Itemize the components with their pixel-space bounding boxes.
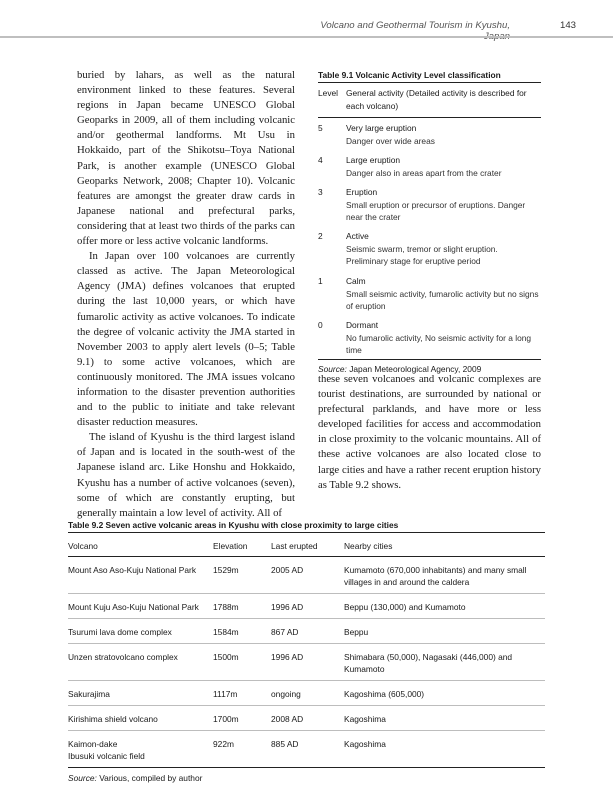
table-9-2 <box>68 518 545 785</box>
activity-label: Very large eruption <box>346 123 417 133</box>
activity-label: Dormant <box>346 320 379 330</box>
source-label: Source: <box>318 364 347 374</box>
volcano-cell <box>68 738 213 762</box>
last-erupted-cell: 2008 AD <box>271 714 304 724</box>
column-header-nearby-cities: Nearby cities <box>344 541 393 551</box>
volcano-cell: Mount Kuju Aso-Kuju National Park <box>68 602 199 612</box>
table-row <box>68 619 545 643</box>
activity-detail: Small seismic activity, fumarolic activity but no signs of eruption <box>346 288 539 311</box>
body-paragraph: In Japan over 100 volcanoes are currently classed as active. The Japan Meteorological Agency (JMA) defines volcanoes that erupted during the last 10,000 years, or which have fumarolic activity as active volcanoes. To indicate the degree of volcanic activity the JMA started in November 2003 to apply alert levels (0–5; Table 9.1) to some active volcanoes, which are continuously monitored. The JMA issues volcano information to the disaster prevention authorities and to the public to initiate and take relevant disaster reduction measures. <box>77 250 295 429</box>
elevation-cell: 922m <box>213 739 234 749</box>
volcano-cell: Kirishima shield volcano <box>68 714 158 724</box>
volcano-cell: Sakurajima <box>68 689 110 699</box>
column-header-elevation: Elevation <box>213 541 248 551</box>
table-row <box>318 118 541 150</box>
activity-label: Eruption <box>346 187 378 197</box>
volcano-cell: Mount Aso Aso-Kuju National Park <box>68 565 197 575</box>
table-9-2-title: Table 9.2 Seven active volcanic areas in Kyushu with close proximity to large cities <box>68 520 399 530</box>
elevation-cell: 1788m <box>213 602 239 612</box>
activity-label: Active <box>346 231 369 241</box>
nearby-cities-cell: Beppu <box>344 627 369 637</box>
activity-cell <box>346 319 541 359</box>
elevation-cell: 1700m <box>213 714 239 724</box>
activity-cell <box>346 275 541 315</box>
last-erupted-cell: 1996 AD <box>271 602 304 612</box>
column-header-volcano: Volcano <box>68 541 98 551</box>
last-erupted-cell: 885 AD <box>271 739 299 749</box>
table-9-1 <box>318 68 541 376</box>
activity-cell <box>346 154 541 182</box>
activity-label: Large eruption <box>346 155 401 165</box>
elevation-cell: 1584m <box>213 627 239 637</box>
table-row <box>68 731 545 767</box>
table-9-1-title: Table 9.1 Volcanic Activity Level classification <box>318 70 501 80</box>
column-header-activity: General activity (Detailed activity is described for each volcano) <box>346 88 527 111</box>
activity-detail: Danger also in areas apart from the crater <box>346 167 502 178</box>
body-paragraph: buried by lahars, as well as the natural environment linked to these features. Several regions in Japan became UNESCO Global Geoparks in 2009, all of them including volcanic and/or geothermal landforms. Mt Usu in Hokkaido, part of the Shikotsu–Toya National Park, is another example (UNESCO Global Geoparks Network, 2008; Chapter 10). Volcanic features are amongst the greater draw cards in Japanese national and prefectural parks, considering that at least two thirds of the parks can offer more or less active volcanic landforms. <box>77 69 295 248</box>
activity-detail: Small eruption or precursor of eruptions. Danger near the crater <box>346 199 526 222</box>
last-erupted-cell: 2005 AD <box>271 565 304 575</box>
elevation-cell: 1500m <box>213 652 239 662</box>
column-header-level: Level <box>318 88 339 98</box>
level-value: 3 <box>318 187 323 197</box>
table-9-2-header-row <box>68 533 545 556</box>
activity-label: Calm <box>346 276 366 286</box>
right-column-text <box>318 372 541 493</box>
activity-cell <box>346 186 541 226</box>
nearby-cities-cell: Kagoshima (605,000) <box>344 689 425 699</box>
level-value: 4 <box>318 155 323 165</box>
table-row <box>318 271 541 315</box>
volcano-name: Kaimon-dake <box>68 739 118 749</box>
activity-detail: Danger over wide areas <box>346 135 435 146</box>
elevation-cell: 1529m <box>213 565 239 575</box>
nearby-cities-cell: Shimabara (50,000), Nagasaki (446,000) and Kumamoto <box>344 652 513 674</box>
table-row <box>68 706 545 730</box>
source-text: Various, compiled by author <box>96 773 203 783</box>
body-paragraph: The island of Kyushu is the third largest island of Japan and is located in the south-west of the Japanese island arc. Like Honshu and Hokkaido, Kyushu has a number of active volcanoes (seven), some of which are constantly erupting, but generally maintain a low level of activity. All of <box>77 431 295 519</box>
table-row <box>68 594 545 618</box>
table-row <box>318 315 541 359</box>
table-9-1-header-row <box>318 83 541 117</box>
volcano-cell: Unzen stratovolcano complex <box>68 652 178 662</box>
table-9-2-source <box>68 768 545 785</box>
nearby-cities-cell: Kagoshima <box>344 739 386 749</box>
left-column-text <box>77 68 295 521</box>
table-row <box>68 681 545 705</box>
nearby-cities-cell: Kagoshima <box>344 714 386 724</box>
elevation-cell: 1117m <box>213 689 238 699</box>
page-number: 143 <box>560 20 577 31</box>
level-value: 2 <box>318 231 323 241</box>
activity-cell <box>346 122 541 150</box>
table-row <box>318 150 541 182</box>
source-text: Japan Meteorological Agency, 2009 <box>346 364 482 374</box>
last-erupted-cell: ongoing <box>271 689 301 699</box>
level-value: 1 <box>318 276 323 286</box>
activity-detail: Seismic swarm, tremor or slight eruption. Preliminary stage for eruptive period <box>346 243 498 266</box>
header-rule <box>0 36 613 38</box>
running-head-title: Volcano and Geothermal Tourism in Kyushu, <box>320 20 510 31</box>
level-value: 5 <box>318 123 323 133</box>
body-paragraph: these seven volcanoes and volcanic complexes are tourist destinations, are surrounded by national or prefectural parklands, and have more or less developed facilities for access and accommodation in close proximity to the volcanic mountains. All of these active volcanoes are also located close to large cities and have a rather recent eruption history as Table 9.2 shows. <box>318 373 541 491</box>
nearby-cities-cell: Kumamoto (670,000 inhabitants) and many small villages in and around the caldera <box>344 565 527 587</box>
table-row <box>68 644 545 680</box>
activity-detail: No fumarolic activity, No seismic activity for a long time <box>346 332 532 355</box>
column-header-last-erupted: Last erupted <box>271 541 318 551</box>
source-label: Source: <box>68 773 97 783</box>
table-row <box>318 226 541 271</box>
level-value: 0 <box>318 320 323 330</box>
volcano-cell: Tsurumi lava dome complex <box>68 627 172 637</box>
volcano-name-line-2: Ibusuki volcanic field <box>68 751 145 761</box>
activity-cell <box>346 230 541 271</box>
table-row <box>68 557 545 593</box>
last-erupted-cell: 1996 AD <box>271 652 304 662</box>
nearby-cities-cell: Beppu (130,000) and Kumamoto <box>344 602 466 612</box>
table-row <box>318 182 541 226</box>
last-erupted-cell: 867 AD <box>271 627 299 637</box>
